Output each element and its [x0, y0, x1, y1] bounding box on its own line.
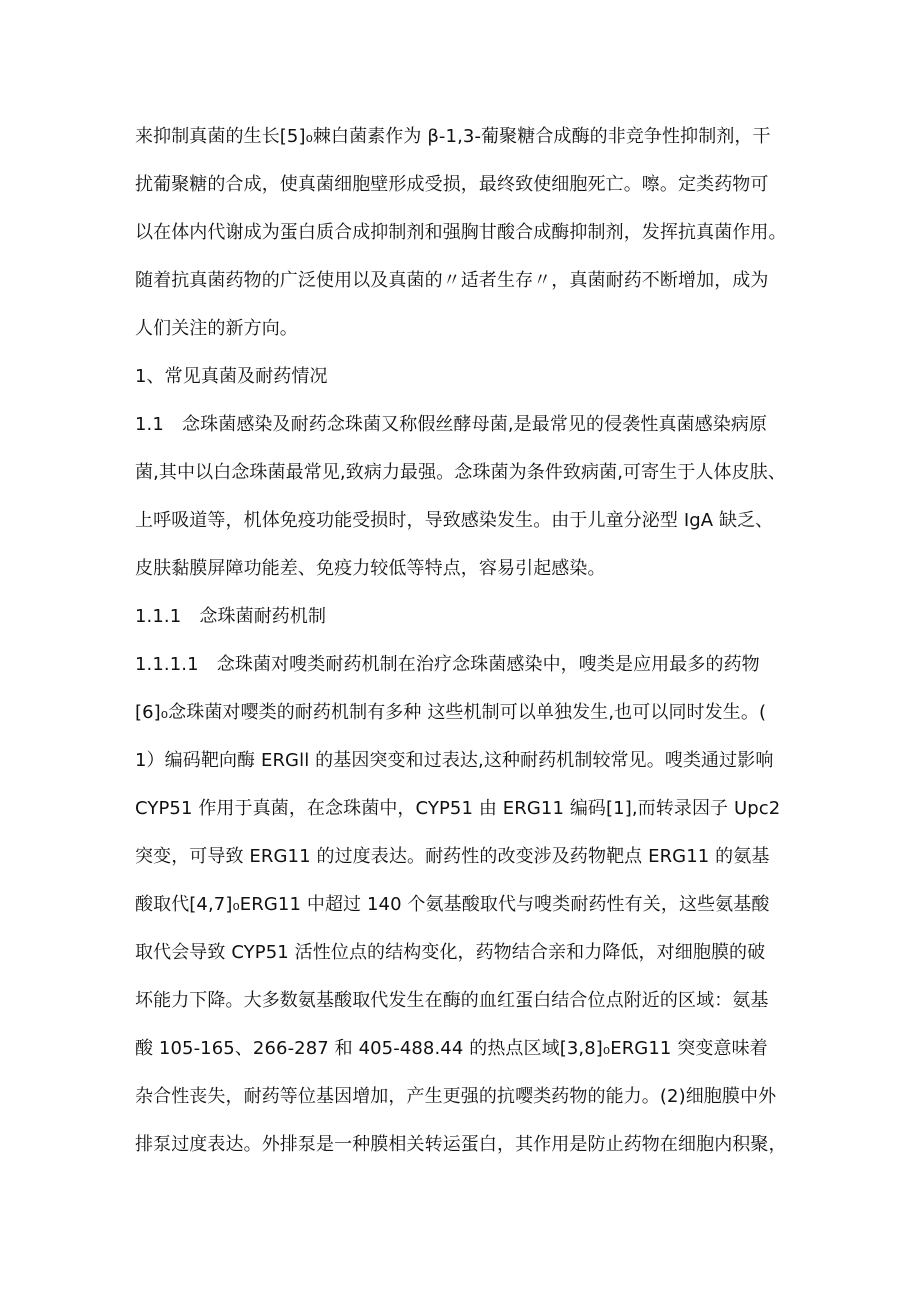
text-line: 取代会导致 CYP51 活性位点的结构变化，药物结合亲和力降低，对细胞膜的破	[135, 942, 766, 963]
text-line: 1）编码靶向酶 ERGll 的基因突变和过表达,这种耐药机制较常见。嗖类通过影响	[135, 750, 774, 771]
text-line: 随着抗真菌药物的广泛使用以及真菌的〃适者生存〃，真菌耐药不断增加，成为	[135, 270, 769, 291]
text-line: 酸 105-165、266-287 和 405-488.44 的热点区域[3,8]₀ERG11 突变意味着	[135, 1038, 768, 1059]
text-line: 酸取代[4,7]₀ERG11 中超过 140 个氨基酸取代与嗖类耐药性有关，这些氨基酸	[135, 894, 770, 915]
text-line: 上呼吸道等，机体免疫功能受损时，导致感染发生。由于儿童分泌型 IgA 缺乏、	[135, 510, 774, 531]
text-line: 人们关注的新方向。	[135, 318, 298, 339]
text-line: 扰葡聚糖的合成，使真菌细胞壁形成受损，最终致使细胞死亡。嚓。定类药物可	[135, 174, 769, 195]
text-line: 坏能力下降。大多数氨基酸取代发生在酶的血红蛋白结合位点附近的区域：氨基	[135, 990, 769, 1011]
text-line: [6]₀念珠菌对嘤类的耐药机制有多种 这些机制可以单独发生,也可以同时发生。(	[135, 702, 767, 723]
text-line: 1.1 念珠菌感染及耐药念珠菌又称假丝酵母菌,是最常见的侵袭性真菌感染病原	[135, 414, 768, 435]
text-line: 1.1.1.1 念珠菌对嗖类耐药机制在治疗念珠菌感染中，嗖类是应用最多的药物	[135, 654, 760, 675]
text-line: CYP51 作用于真菌，在念珠菌中，CYP51 由 ERG11 编码[1],而转录因子 Upc2	[135, 798, 781, 819]
text-line: 排泵过度表达。外排泵是一种膜相关转运蛋白，其作用是防止药物在细胞内积聚，	[135, 1134, 787, 1155]
subsection-heading: 1.1.1 念珠菌耐药机制	[135, 606, 327, 627]
text-line: 以在体内代谢成为蛋白质合成抑制剂和强胸甘酸合成酶抑制剂，发挥抗真菌作用。	[135, 222, 787, 243]
section-heading: 1、常见真菌及耐药情况	[135, 366, 328, 387]
text-line: 突变，可导致 ERG11 的过度表达。耐药性的改变涉及药物靶点 ERG11 的氨基	[135, 846, 770, 867]
text-line: 杂合性丧失，耐药等位基因增加，产生更强的抗嘤类药物的能力。(2)细胞膜中外	[135, 1086, 777, 1107]
text-line: 皮肤黏膜屏障功能差、免疫力较低等特点，容易引起感染。	[135, 558, 606, 579]
text-line: 来抑制真菌的生长[5]₀棘白菌素作为 β-1,3-葡聚糖合成酶的非竞争性抑制剂，干	[135, 126, 771, 147]
text-line: 菌,其中以白念珠菌最常见,致病力最强。念珠菌为条件致病菌,可寄生于人体皮肤、	[135, 462, 786, 483]
